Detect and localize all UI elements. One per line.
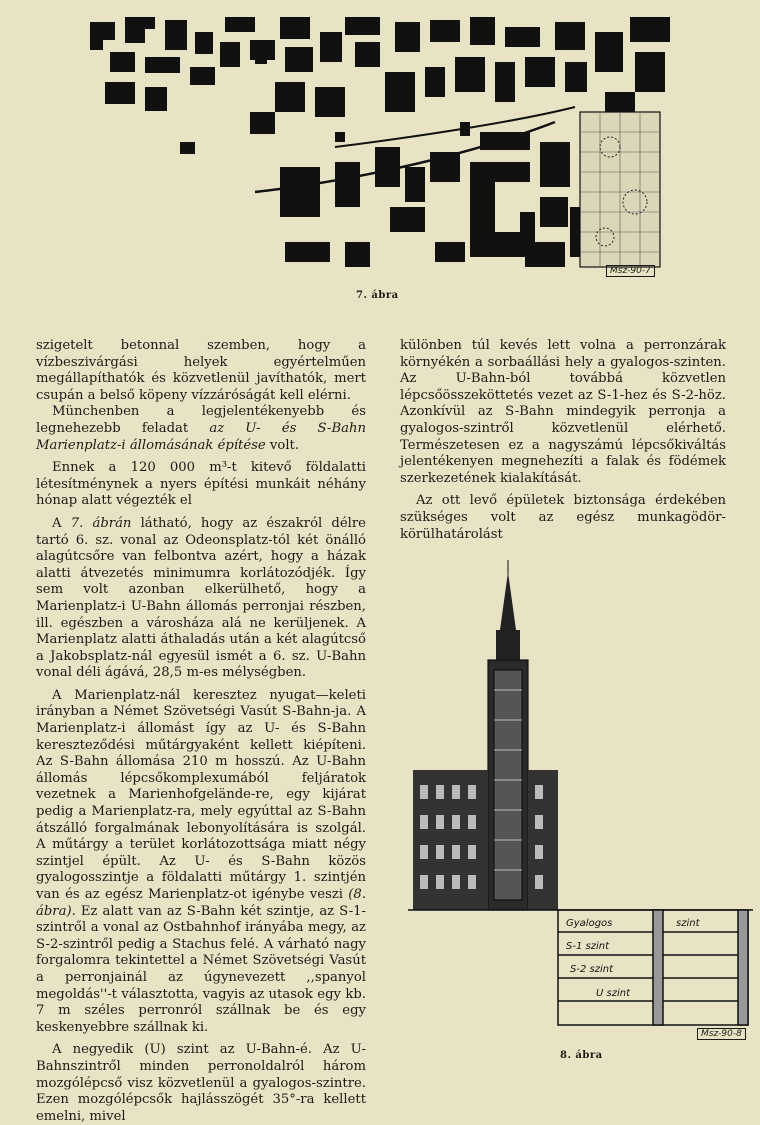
building-block xyxy=(435,242,465,262)
building-block xyxy=(425,67,445,97)
paragraph-text: A xyxy=(52,515,71,531)
left-text-column xyxy=(36,338,366,1125)
paragraph xyxy=(36,688,366,1036)
building-block xyxy=(525,242,565,267)
building-block xyxy=(430,20,460,42)
building-block xyxy=(285,242,330,262)
building-block xyxy=(525,57,555,87)
building-block xyxy=(390,207,425,232)
paragraph: Ennek a 120 000 m³-t kitevő földalatti létesítménynek a nyers építési munkáit néhány hónap alatt végezték el xyxy=(36,460,366,509)
paragraph: A negyedik (U) szint az U-Bahn-é. Az U-Bahnszintről minden perronoldalról három mozgólépcső visz közvetlenül a gyalogos-szintre. Ezen mozgólépcsők hajlásszögét 35°-ra kellett emelni, mivel xyxy=(36,1042,366,1124)
building-block xyxy=(375,147,400,187)
paragraph xyxy=(36,516,366,682)
building-block xyxy=(470,17,495,45)
building-block xyxy=(355,42,380,67)
site-plan-figure xyxy=(85,12,685,292)
building-block xyxy=(315,87,345,117)
figure-8-tag: Msz-90-8 xyxy=(697,1028,746,1040)
building-block xyxy=(505,27,540,47)
figure-8-caption: 8. ábra xyxy=(560,1050,603,1061)
paragraph-emphasis: az U- és S-Bahn Marienplatz-i állomásának építése xyxy=(36,420,366,453)
building-block xyxy=(110,52,135,72)
paragraph-text: A Marienplatz-nál keresztez nyugat—keleti irányban a Német Szövetségi Vasút S-Bahn-ja. A Marienplatz-i állomást így az U- és S-Bahn kereszteződési műtárgyaként kellett kiépíteni. Az S-Bahn állomása 210 m hosszú. Az U-Bahn állomás lépcsőkomplexumából feljáratok vezetnek a Marienhofgelände-re, egy kijárat pedig a Marienplatz-ra, mely egyúttal az S-Bahn átszálló forgalmának lebonyolítására is szolgál. A műtárgy a terület korlátozottsága miatt négy szintjel épült. Az U- és S-Bahn közös gyalogosszintje a földalatti műtárgy 1. szintjén van és az egész Marienplatz-ot igénybe veszi xyxy=(36,687,366,902)
building-block xyxy=(165,20,187,50)
paragraph-text: látható, hogy az északról délre tartó 6. sz. vonal az Odeonsplatz-tól két önálló alagútcsőre van felbontva azért, hogy a házak alatti átvezetés minimumra korlátozódjék. Így sem volt azonban elkerülhető, hogy a Marienplatz-i U-Bahn állomás perronjai részben, ill. egészben a városháza alá ne kerüljenek. A Marienplatz alatti áthaladás után a két alagútcső a Jakobsplatz-nál egyesül ismét a 6. sz. U-Bahn vonal déli ágává, 28,5 m-es mélységben. xyxy=(36,515,366,681)
building-block xyxy=(635,52,665,92)
building-block xyxy=(495,62,515,102)
building-block xyxy=(385,72,415,112)
building-block xyxy=(595,32,623,72)
building-block xyxy=(605,92,635,112)
tower xyxy=(488,660,528,910)
building-block xyxy=(395,22,420,52)
building-block xyxy=(280,17,310,39)
paragraph-emphasis: (8. ábra) xyxy=(36,887,366,919)
town-hall-section-figure xyxy=(408,560,753,1050)
level-label-s2: S-2 szint xyxy=(570,964,613,975)
building-block xyxy=(105,82,135,104)
building-block xyxy=(275,82,305,112)
building-block xyxy=(335,132,345,142)
building-block xyxy=(195,32,213,54)
building-block xyxy=(540,142,570,187)
tower-spire xyxy=(496,560,520,660)
building-block xyxy=(540,197,568,227)
building-block xyxy=(250,112,275,134)
building-block xyxy=(565,62,587,92)
building-block xyxy=(345,17,380,35)
building-block xyxy=(90,22,115,50)
building-block xyxy=(285,47,313,72)
building-block xyxy=(225,17,255,32)
paragraph: különben túl kevés lett volna a perronzárak környékén a sorbaállási hely a gyalogos-szinten. Az U-Bahn-ból továbbá közvetlen lépcsőösszeköttetés vezet az S-1-hez és S-2-höz. Azonkívül az S-Bahn mindegyik perronja a gyalogos-szintről közvetlenül elérhető. Természetesen ez a nagyszámú lépcsőkiváltás jelentékenyen megnehezíti a falak és födémek szerkezetének kialakítását. xyxy=(400,338,726,486)
paragraph: Az ott levő épületek biztonsága érdekében szükséges volt az egész munkagödör-körülhatárolást xyxy=(400,493,726,542)
paragraph-text: volt. xyxy=(265,437,300,453)
park-area xyxy=(580,112,660,267)
paragraph xyxy=(36,404,366,454)
figure-7-caption: 7. ábra xyxy=(356,290,399,301)
paragraph: szigetelt betonnal szemben, hogy a vízbeszivárgási helyek egyértelműen megállapíthatók és közvetlenül javíthatók, mert csupán a belső köpeny vízzáróságát kell elérni. xyxy=(36,338,366,403)
paragraph-emphasis: 7. ábrán xyxy=(70,515,132,531)
building-block xyxy=(220,42,240,67)
building-block xyxy=(455,57,485,92)
building-block xyxy=(190,67,215,85)
building-block xyxy=(145,87,167,111)
building-block xyxy=(255,52,267,64)
building-block xyxy=(180,142,195,154)
building-block xyxy=(405,167,425,202)
building-block xyxy=(345,242,370,267)
building-block xyxy=(335,162,360,207)
building-block xyxy=(280,167,320,217)
town-hall-facade xyxy=(408,770,753,910)
level-label-pedestrian: Gyalogos xyxy=(566,918,613,929)
level-label-u: U szint xyxy=(596,988,630,999)
right-text-column xyxy=(400,338,726,543)
paragraph-text: Münchenben a legjelentékenyebb és legnehezebb feladat xyxy=(36,404,366,436)
building-block xyxy=(145,57,180,73)
figure-7-tag: Msz-90-7 xyxy=(606,265,655,277)
paragraph-text: . Ez alatt van az S-Bahn két szintje, az S-1-szintről a vonal az Ostbahnhof irányába megy, az S-2-szintről pedig a Stachus felé. A várható nagy forgalomra tekintettel a Német Szövetségi Vasút a perronjainál az úgynevezett ,,spanyol megoldás''-t választotta, vagyis az utasok egy kb. 7 m széles perronról szállnak be és egy keskenyebbre szállnak ki. xyxy=(36,903,366,1035)
building-block xyxy=(320,32,342,62)
level-label-pedestrian-suffix: szint xyxy=(676,918,700,929)
level-label-s1: S-1 szint xyxy=(566,941,609,952)
building-block xyxy=(125,17,155,43)
building-block xyxy=(555,22,585,50)
building-block xyxy=(630,17,670,42)
